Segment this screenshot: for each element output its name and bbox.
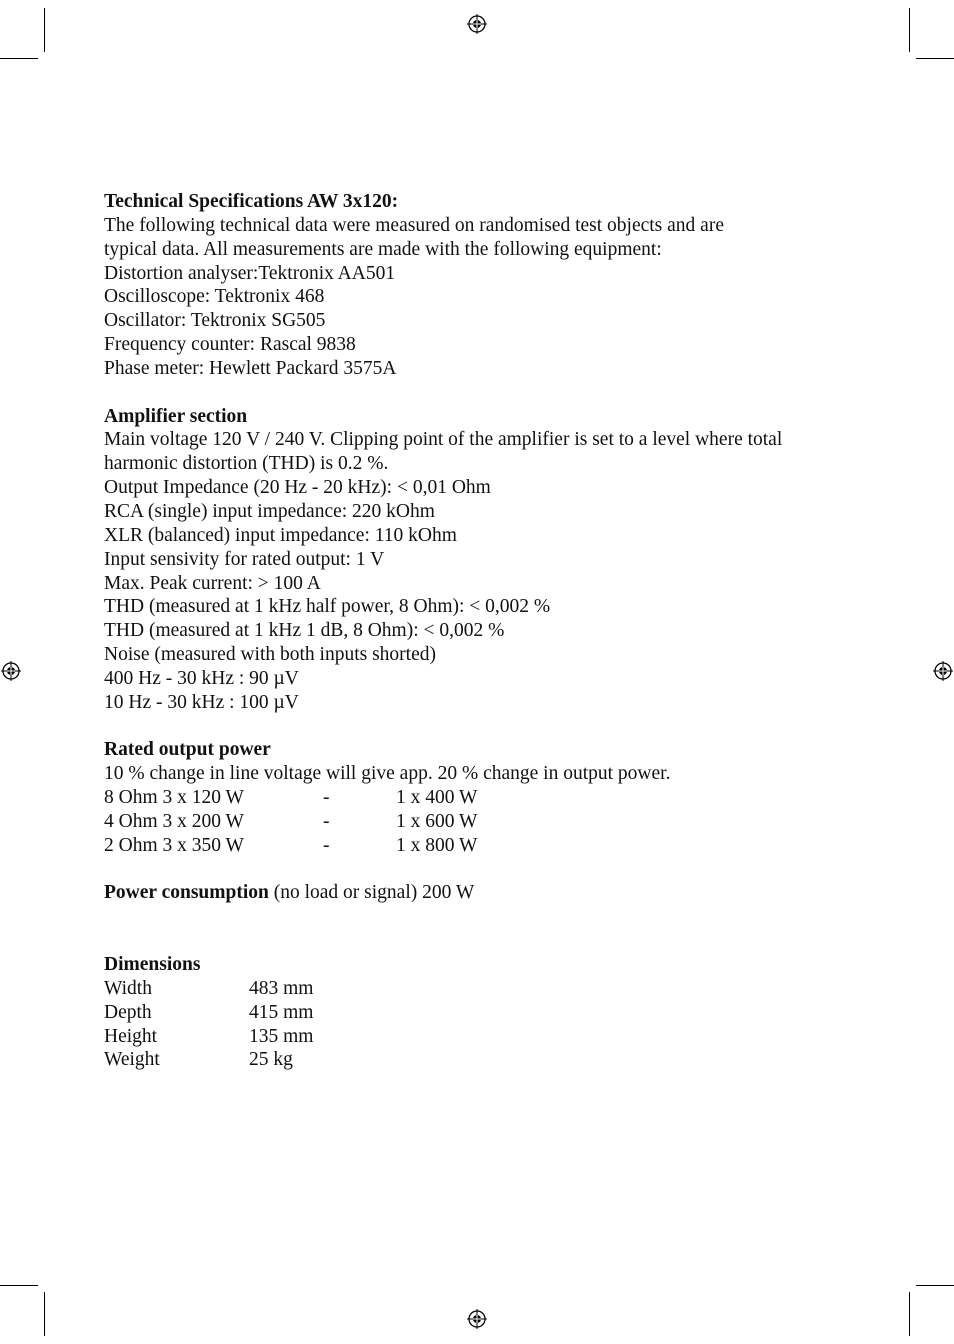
dimension-label: Height	[104, 1025, 158, 1047]
dimensions-heading: Dimensions	[104, 954, 201, 975]
dimension-value: 135 mm	[249, 1025, 314, 1047]
power-consumption-value: (no load or signal) 200 W	[268, 882, 475, 904]
rated-output-note: 10 % change in line voltage will give app. 20 % change in output power.	[104, 763, 671, 785]
load-rating: 4 Ohm 3 x 200 W	[104, 810, 244, 832]
amplifier-line: RCA (single) input impedance: 220 kOhm	[104, 500, 435, 522]
power-consumption-label: Power consumption	[104, 882, 269, 904]
dimension-value: 25 kg	[249, 1049, 293, 1071]
registration-mark-icon	[467, 1309, 487, 1329]
document-title: Technical Specifications AW 3x120:	[104, 191, 399, 212]
amplifier-line: Input sensivity for rated output: 1 V	[104, 548, 385, 570]
load-rating: 2 Ohm 3 x 350 W	[104, 834, 244, 856]
amplifier-line: XLR (balanced) input impedance: 110 kOhm	[104, 524, 457, 546]
crop-mark	[909, 8, 910, 52]
bridged-rating: 1 x 600 W	[396, 810, 478, 832]
rated-output-row	[104, 810, 884, 834]
amplifier-line: Max. Peak current: > 100 A	[104, 572, 321, 594]
crop-mark	[909, 1292, 910, 1336]
amplifier-line: 10 Hz - 30 kHz : 100 µV	[104, 691, 299, 713]
amplifier-line: harmonic distortion (THD) is 0.2 %.	[104, 453, 389, 475]
intro-line: The following technical data were measured on randomised test objects and are	[104, 214, 724, 236]
amplifier-line: Output Impedance (20 Hz - 20 kHz): < 0,01 Ohm	[104, 477, 491, 499]
bridged-rating: 1 x 800 W	[396, 834, 478, 856]
crop-mark	[44, 1292, 45, 1336]
spacer	[104, 381, 884, 405]
amplifier-heading: Amplifier section	[104, 405, 248, 427]
dimension-row	[104, 1025, 884, 1049]
equipment-line: Oscillator: Tektronix SG505	[104, 310, 326, 332]
amplifier-line: Noise (measured with both inputs shorted)	[104, 644, 436, 666]
equipment-line: Oscilloscope: Tektronix 468	[104, 286, 325, 308]
separator: -	[323, 787, 330, 809]
amplifier-line: Main voltage 120 V / 240 V. Clipping point of the amplifier is set to a level where total	[104, 429, 783, 451]
dimension-row	[104, 1048, 884, 1072]
separator: -	[323, 834, 330, 856]
dimension-value: 483 mm	[249, 977, 314, 999]
dimension-row	[104, 1001, 884, 1025]
crop-mark	[916, 58, 954, 59]
crop-mark	[0, 58, 38, 59]
dimension-label: Depth	[104, 1001, 152, 1023]
separator: -	[323, 810, 330, 832]
equipment-line: Distortion analyser:Tektronix AA501	[104, 262, 396, 284]
load-rating: 8 Ohm 3 x 120 W	[104, 787, 244, 809]
registration-mark-icon	[1, 661, 21, 681]
rated-output-heading: Rated output power	[104, 739, 271, 761]
dimension-value: 415 mm	[249, 1001, 314, 1023]
dimension-label: Weight	[104, 1049, 160, 1071]
spacer	[104, 905, 884, 953]
spacer	[104, 858, 884, 882]
rated-output-row	[104, 834, 884, 858]
equipment-line: Phase meter: Hewlett Packard 3575A	[104, 357, 397, 379]
crop-mark	[916, 1285, 954, 1286]
amplifier-line: THD (measured at 1 kHz 1 dB, 8 Ohm): < 0,002 %	[104, 620, 505, 642]
registration-mark-icon	[933, 661, 953, 681]
equipment-line: Frequency counter: Rascal 9838	[104, 334, 356, 356]
amplifier-line: THD (measured at 1 kHz half power, 8 Ohm): < 0,002 %	[104, 596, 551, 618]
amplifier-line: 400 Hz - 30 kHz : 90 µV	[104, 667, 299, 689]
crop-mark	[0, 1285, 38, 1286]
intro-line: typical data. All measurements are made with the following equipment:	[104, 238, 662, 260]
registration-mark-icon	[467, 14, 487, 34]
spacer	[104, 715, 884, 739]
crop-mark	[44, 8, 45, 52]
dimension-row	[104, 977, 884, 1001]
spec-content	[104, 190, 884, 1072]
dimension-label: Width	[104, 977, 152, 999]
power-consumption	[104, 881, 884, 905]
bridged-rating: 1 x 400 W	[396, 787, 478, 809]
rated-output-row	[104, 786, 884, 810]
